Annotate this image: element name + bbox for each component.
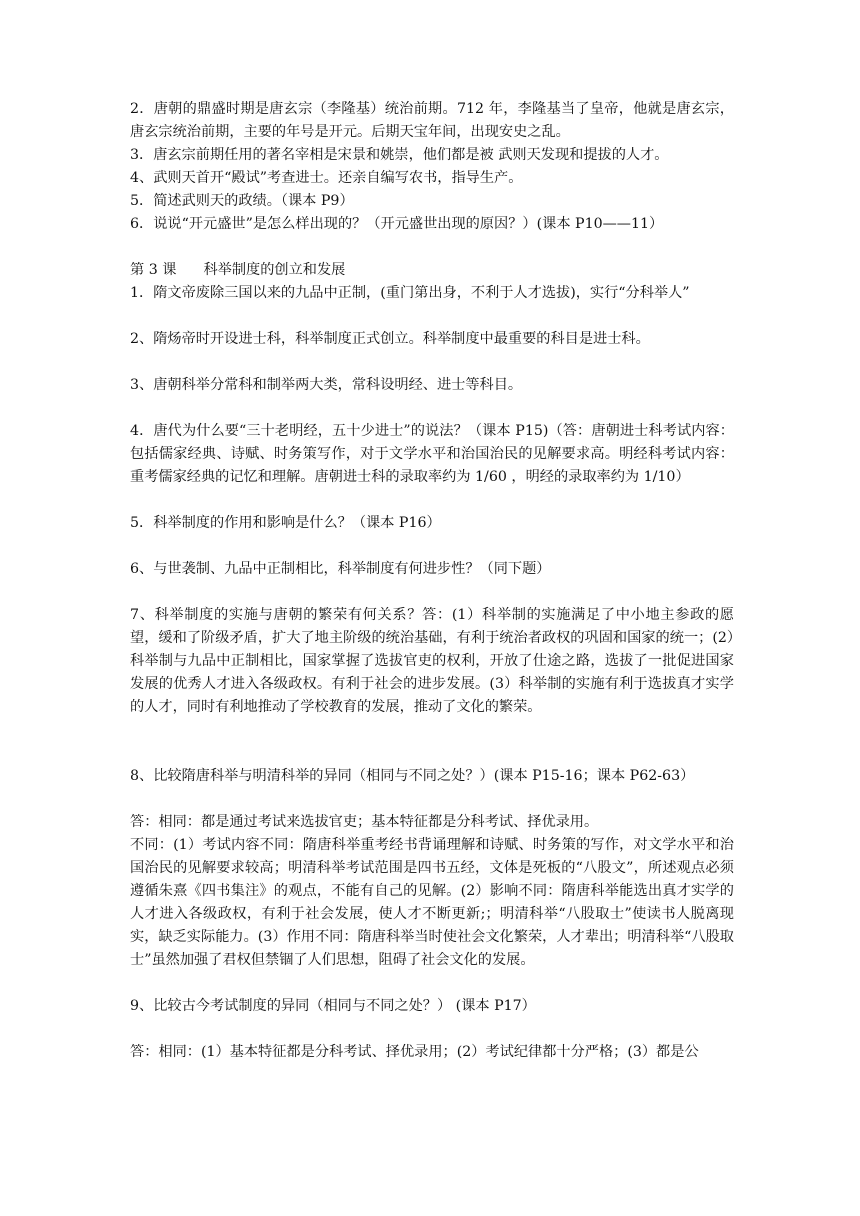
- paragraph: 不同：(1）考试内容不同：隋唐科举重考经书背诵理解和诗赋、时务策的写作，对文学水平和治国治民的见解要求较高；明清科举考试范围是四书五经，文体是死板的“八股文”，所述观点必须遵循朱熹《四书集注》的观点，不能有自己的见解。(2）影响不同：隋唐科举能选出真才实学的人才进入各级政权，有利于社会发展，使人才不断更新;；明清科举“八股取士”使读书人脱离现实，缺乏实际能力。(3）作用不同：隋唐科举当时使社会文化繁荣，人才辈出；明清科举“八股取士”虽然加强了君权但禁锢了人们思想，阻碍了社会文化的发展。: [130, 837, 734, 968]
- paragraph: 7、科举制度的实施与唐朝的繁荣有何关系？答：(1）科举制的实施满足了中小地主参政的愿望，缓和了阶级矛盾，扩大了地主阶级的统治基础，有利于统治者政权的巩固和国家的统一；(2）科举制与九品中正制相比，国家掌握了选拔官吏的权利，开放了仕途之路，选拔了一批促进国家发展的优秀人才进入各级政权。有利于社会的进步发展。(3）科举制的实施有利于选拔真才实学的人才，同时有利地推动了学校教育的发展，推动了文化的繁荣。: [130, 607, 734, 715]
- lesson-heading: 第 3 课 科举制度的创立和发展: [130, 262, 346, 278]
- paragraph: 5．简述武则天的政绩。（课本 P9）: [130, 193, 354, 209]
- paragraph: 3、唐朝科举分常科和制举两大类，常科设明经、进士等科目。: [130, 377, 523, 393]
- paragraph: 2、隋炀帝时开设进士科，科举制度正式创立。科举制度中最重要的科目是进士科。: [130, 331, 650, 347]
- blank-lines: [130, 719, 734, 765]
- blank-line: [130, 535, 734, 558]
- paragraph: 9、比较古今考试制度的异同（相同与不同之处？） (课本 P17）: [130, 998, 536, 1014]
- blank-line: [130, 397, 734, 420]
- paragraph: 答：相同：都是通过考试来选拔官吏；基本特征都是分科考试、择优录用。: [130, 814, 599, 830]
- document-page: [130, 98, 734, 1064]
- paragraph: 6、与世袭制、九品中正制相比，科举制度有何进步性？（同下题）: [130, 561, 551, 577]
- paragraph: 3．唐玄宗前期任用的著名宰相是宋景和姚崇，他们都是被 武则天发现和提拔的人才。: [130, 147, 669, 163]
- blank-line: [130, 1018, 734, 1041]
- paragraph: 8、比较隋唐科举与明清科举的异同（相同与不同之处？）(课本 P15-16；课本 P62-63）: [130, 768, 695, 784]
- blank-line: [130, 581, 734, 604]
- paragraph: 2．唐朝的鼎盛时期是唐玄宗（李隆基）统治前期。712 年，李隆基当了皇帝，他就是唐玄宗，唐玄宗统治前期，主要的年号是开元。后期天宝年间，出现安史之乱。: [130, 101, 734, 140]
- paragraph: 5．科举制度的作用和影响是什么？（课本 P16）: [130, 515, 441, 531]
- blank-line: [130, 351, 734, 374]
- paragraph: 1．隋文帝废除三国以来的九品中正制，(重门第出身，不利于人才选拔)，实行“分科举人”: [130, 285, 690, 301]
- blank-line: [130, 305, 734, 328]
- blank-line: [130, 972, 734, 995]
- paragraph: 4、武则天首开“殿试”考查进士。还亲自编写农书，指导生产。: [130, 170, 523, 186]
- paragraph: 6．说说“开元盛世”是怎么样出现的？（开元盛世出现的原因？）(课本 P10——11）: [130, 216, 664, 232]
- blank-line: [130, 489, 734, 512]
- blank-line: [130, 788, 734, 811]
- paragraph: 答：相同：(1）基本特征都是分科考试、择优录用；(2）考试纪律都十分严格；(3）都是公: [130, 1044, 699, 1060]
- paragraph: 4．唐代为什么要“三十老明经，五十少进士”的说法？（课本 P15)（答：唐朝进士科考试内容：包括儒家经典、诗赋、时务策写作，对于文学水平和治国治民的见解要求高。明经科考试内容：重考儒家经典的记忆和理解。唐朝进士科的录取率约为 1/60 ，明经的录取率约为 1/10）: [130, 423, 734, 485]
- blank-line: [130, 236, 734, 259]
